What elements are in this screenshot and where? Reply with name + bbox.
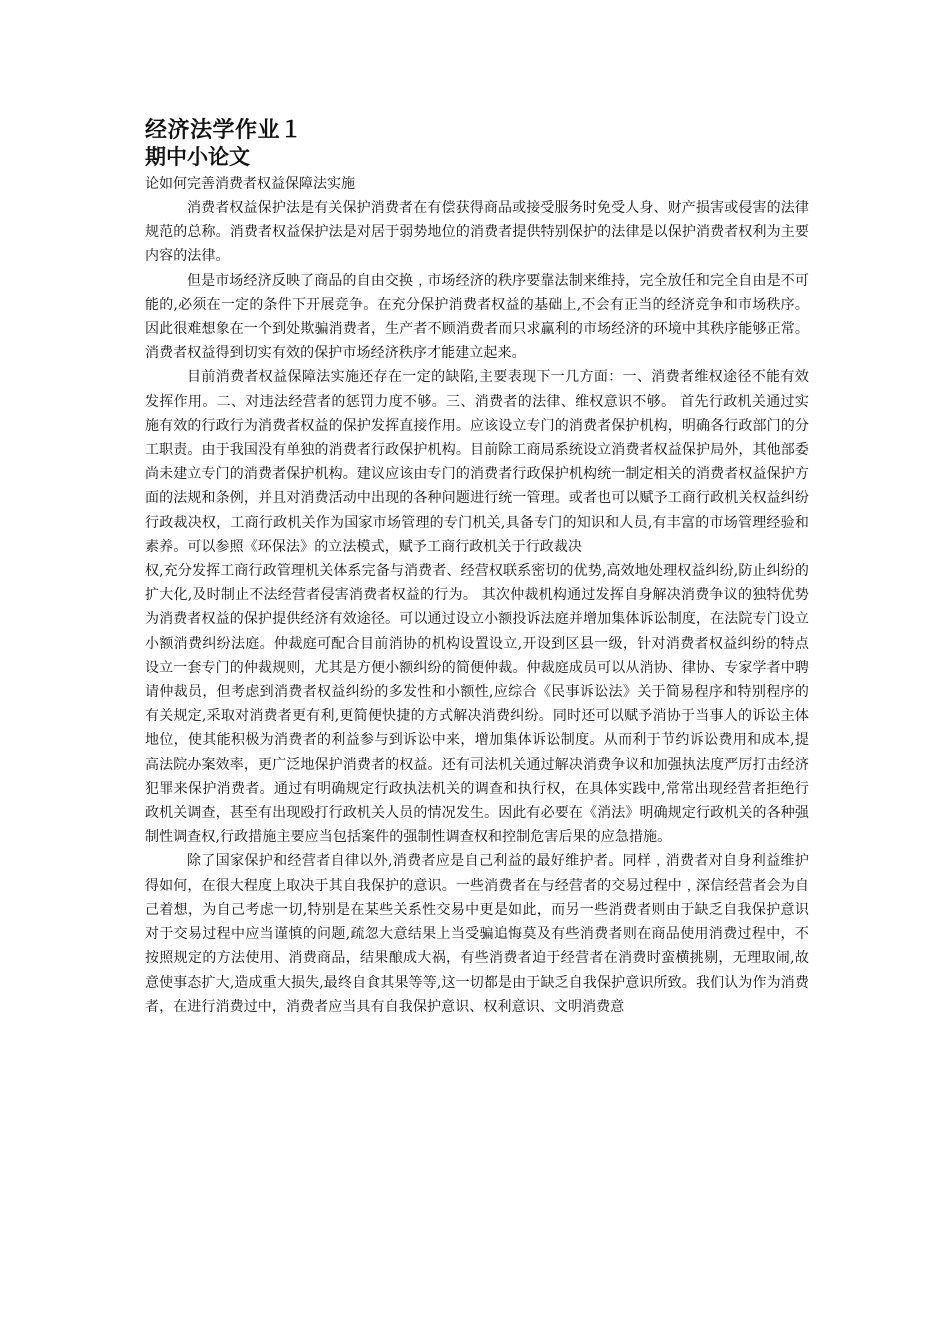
essay-topic: 论如何完善消费者权益保障法实施 — [145, 176, 355, 192]
paragraph-2: 但是市场经济反映了商品的自由交换﹐市场经济的秩序要靠法制来维持，完全放任和完全自由是不可能的,必须在一定的条件下开展竞争。在充分保护消费者权益的基础上,不会有正当的经济竞争和市场秩序。因此很难想象在一个到处欺骗消费者，生产者不顾消费者而只求赢利的市场经济的环境中其秩序能够正常。消费者权益得到切实有效的保护市场经济秩序才能建立起来。 — [145, 272, 809, 362]
document-subtitle: 期中小论文 — [145, 145, 250, 169]
document-title: 经济法学作业１ — [145, 118, 303, 143]
paragraph-4: 权,充分发挥工商行政管理机关体系完备与消费者、经营权联系密切的优势,高效地处理权益纠纷,防止纠纷的扩大化,及时制止不法经营者侵害消费者权益的行为。 其次仲裁机构通过发挥自身解决消费争议的独特优势为消费者权益的保护提供经济有效途径。可以通过设立小额投诉法庭并增加集体诉讼制度，在法院专门设立小额消费纠纷法庭。仲裁庭可配合目前消协的机构设置设立,开设到区县一级，针对消费者权益纠纷的特点设立一套专门的仲裁规则，尤其是方便小额纠纷的简便仲裁。仲裁庭成员可以从消协、律协、专家学者中聘请仲裁员，但考虑到消费者权益纠纷的多发性和小额性,应综合《民事诉讼法》关于简易程序和特别程序的有关规定,采取对消费者更有利,更简便快捷的方式解决消费纠纷。同时还可以赋予消协于当事人的诉讼主体地位，使其能积极为消费者的利益参与到诉讼中来，增加集体诉讼制度。从而利于节约诉讼费用和成本,提高法院办案效率，更广泛地保护消费者的权益。还有司法机关通过解决消费争议和加强执法度严厉打击经济犯罪来保护消费者。通过有明确规定行政执法机关的调查和执行权，在具体实践中,常常出现经营者拒绝行政机关调查，甚至有出现殴打行政机关人员的情况发生。因此有必要在《消法》明确规定行政机关的各种强制性调查权,行政措施主要应当包括案件的强制性调查权和控制危害后果的应急措施。 — [145, 563, 809, 846]
paragraph-3: 目前消费者权益保障法实施还存在一定的缺陷,主要表现下一几方面：一、消费者维权途径不能有效发挥作用。二、对违法经营者的惩罚力度不够。三、消费者的法律、维权意识不够。 首先行政机关通过实施有效的行政行为消费者权益的保护发挥直接作用。应该设立专门的消费者保护机构，明确各行政部门的分工职责。由于我国没有单独的消费者行政保护机构。目前除工商局系统设立消费者权益保护局外，其他部委尚未建立专门的消费者保护机构。建议应该由专门的消费者行政保护机构统一制定相关的消费者权益保护方面的法规和条例，并且对消费活动中出现的各种问题进行统一管理。或者也可以赋予工商行政机关权益纠纷行政裁决权，工商行政机关作为国家市场管理的专门机关,具备专门的知识和人员,有丰富的市场管理经验和素养。可以参照《环保法》的立法模式，赋予工商行政机关于行政裁决 — [145, 369, 809, 555]
paragraph-5: 除了国家保护和经营者自律以外,消费者应是自己利益的最好维护者。同样﹐消费者对自身利益维护得如何，在很大程度上取决于其自我保护的意识。一些消费者在与经营者的交易过程中﹐深信经营者会为自己着想，为自己考虑一切,特别是在某些关系性交易中更是如此，而另一些消费者则由于缺乏自我保护意识对于交易过程中应当谨慎的问题,疏忽大意结果上当受骗追悔莫及有些消费者则在商品使用消费过程中，不按照规定的方法使用、消费商品，结果酿成大祸，有些消费者迫于经营者在消费时蛮横挑剔，无理取闹,故意使事态扩大,造成重大损失,最终自食其果等等,这一切都是由于缺乏自我保护意识所致。我们认为作为消费者，在进行消费过中，消费者应当具有自我保护意识、权利意识、文明消费意 — [145, 853, 809, 1015]
paragraph-1: 消费者权益保护法是有关保护消费者在有偿获得商品或接受服务时免受人身、财产损害或侵害的法律规范的总称。消费者权益保护法是对居于弱势地位的消费者提供特别保护的法律是以保护消费者权利为主要内容的法律。 — [145, 200, 809, 265]
document-page — [145, 118, 809, 1019]
